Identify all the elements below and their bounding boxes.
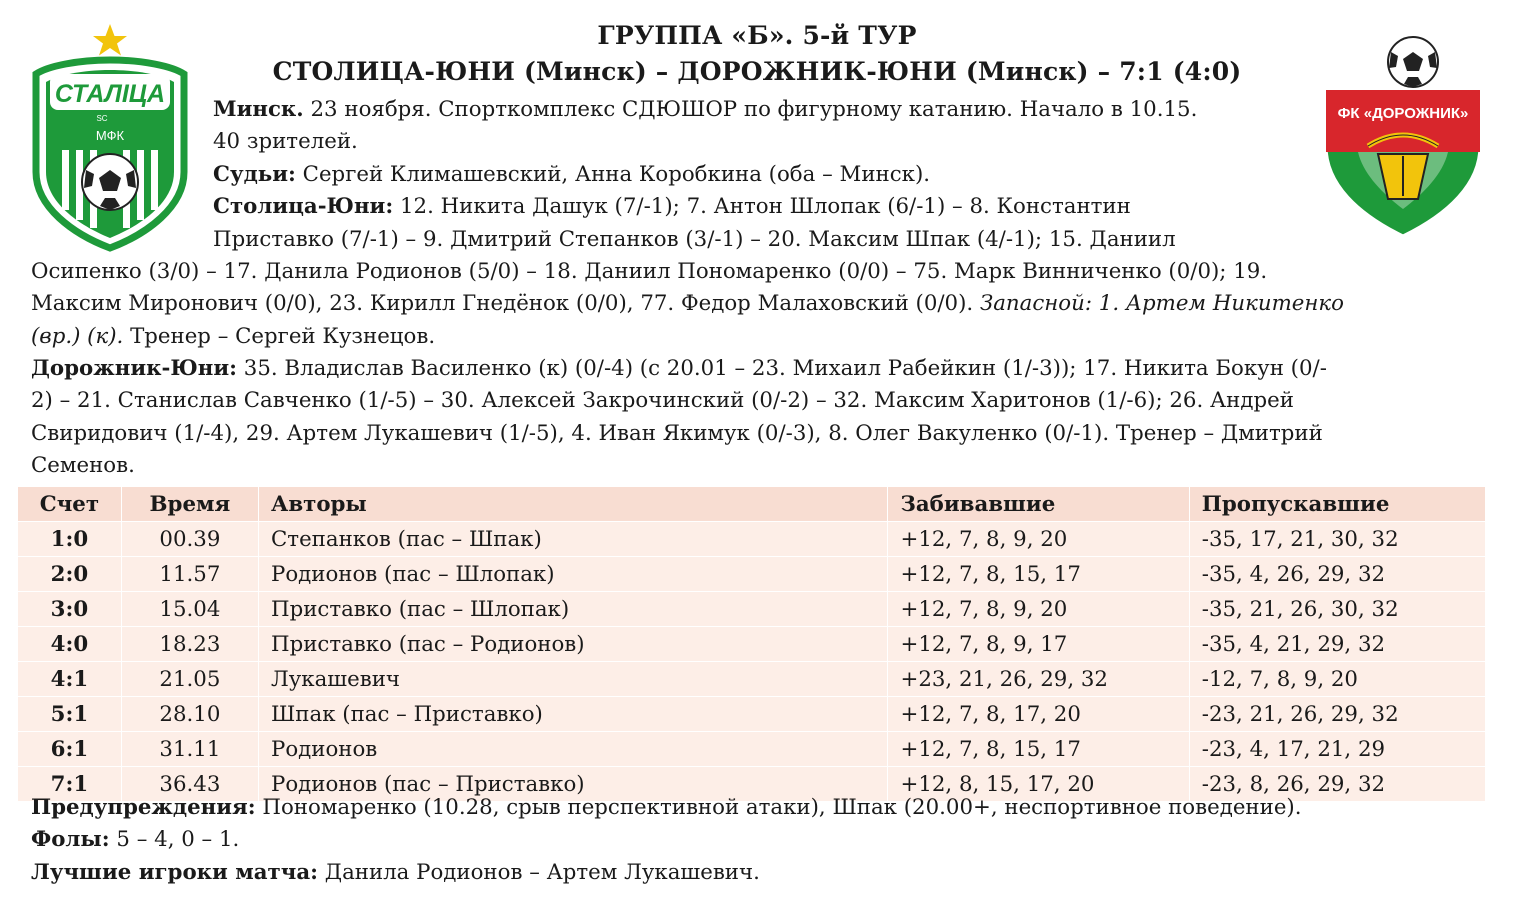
star-icon [93, 24, 127, 56]
title-match: СТОЛИЦА-ЮНИ (Минск) – ДОРОЖНИК-ЮНИ (Минск) – 7:1 (4:0) [272, 57, 1242, 86]
stolica-reserve-b: (вр.) (к). [31, 323, 124, 349]
road-line4: Семенов. [31, 453, 135, 479]
road-line1: 35. Владислав Василенко (к) (0/-4) (с 20.01 – 23. Михаил Рабейкин (1/-3)); 17. Никита Бокун (0/- [237, 356, 1327, 381]
cell-conceded: -35, 4, 21, 29, 32 [1189, 627, 1485, 662]
table-row [18, 592, 1486, 627]
cell-conceded: -35, 4, 26, 29, 32 [1189, 557, 1485, 592]
referees-text: Сергей Климашевский, Анна Коробкина (оба – Минск). [295, 161, 931, 187]
table-row [18, 662, 1486, 697]
cell-score: 5:1 [18, 697, 121, 732]
table-row [18, 732, 1486, 767]
stolica-reserve-a: Запасной: 1. Артем Никитенко [979, 291, 1344, 317]
stolica-logo-text: СТАЛІЦА [54, 80, 166, 108]
cell-conceded: -23, 4, 17, 21, 29 [1189, 732, 1485, 767]
cell-authors: Родионов [259, 732, 888, 767]
cell-authors: Приставко (пас – Родионов) [259, 627, 888, 662]
cell-authors: Шпак (пас – Приставко) [259, 697, 888, 732]
road-line2: 2) – 21. Станислав Савченко (1/-5) – 30. Алексей Закрочинский (0/-2) – 32. Максим Харитонов (1/-6); 26. Андрей [31, 388, 1294, 414]
cell-authors: Родионов (пас – Приставко) [259, 767, 888, 802]
title-round: ГРУППА «Б». 5-й ТУР [597, 21, 917, 50]
dorozhnik-lineup [31, 353, 1327, 483]
header-score: Счет [18, 487, 121, 522]
header-authors: Авторы [259, 487, 888, 522]
match-footer [31, 792, 1302, 889]
cell-scorers: +12, 7, 8, 15, 17 [888, 732, 1189, 767]
cell-conceded: -35, 21, 26, 30, 32 [1189, 592, 1485, 627]
referees-label: Судьи: [213, 161, 296, 187]
table-row [18, 522, 1486, 557]
table-row [18, 557, 1486, 592]
cell-scorers: +12, 7, 8, 17, 20 [888, 697, 1189, 732]
cell-score: 1:0 [18, 522, 121, 557]
dorozhnik-logo [1318, 34, 1488, 240]
cell-time: 11.57 [121, 557, 258, 592]
cell-scorers: +12, 7, 8, 9, 20 [888, 592, 1189, 627]
stolica-lineup-cont [31, 256, 1344, 353]
cell-authors: Приставко (пас – Шлопак) [259, 592, 888, 627]
cell-authors: Родионов (пас – Шлопак) [259, 557, 888, 592]
cell-time: 21.05 [121, 662, 258, 697]
best-players-label: Лучшие игроки матча: [31, 859, 318, 885]
cell-score: 4:1 [18, 662, 121, 697]
cell-scorers: +23, 21, 26, 29, 32 [888, 662, 1189, 697]
cell-scorers: +12, 7, 8, 15, 17 [888, 557, 1189, 592]
cell-authors: Степанков (пас – Шпак) [259, 522, 888, 557]
stolica-logo-sc: SC [96, 114, 108, 123]
cell-time: 15.04 [121, 592, 258, 627]
cell-score: 6:1 [18, 732, 121, 767]
cell-scorers: +12, 7, 8, 9, 20 [888, 522, 1189, 557]
cell-scorers: +12, 8, 15, 17, 20 [888, 767, 1189, 802]
cell-time: 31.11 [121, 732, 258, 767]
goals-table [18, 487, 1486, 802]
cell-score: 7:1 [18, 767, 121, 802]
cell-scorers: +12, 7, 8, 9, 17 [888, 627, 1189, 662]
cell-time: 00.39 [121, 522, 258, 557]
warnings-label: Предупреждения: [31, 795, 256, 820]
header-conceded: Пропускавшие [1189, 487, 1485, 522]
cell-conceded: -35, 17, 21, 30, 32 [1189, 522, 1485, 557]
ball-icon [1388, 37, 1438, 87]
cell-authors: Лукашевич [259, 662, 888, 697]
dorozhnik-logo-text: ФК «ДОРОЖНИК» [1337, 105, 1469, 122]
road-label: Дорожник-Юни: [31, 356, 238, 381]
goals-table-header [18, 487, 1486, 522]
road-line3: Свиридович (1/-4), 29. Артем Лукашевич (1/-5), 4. Иван Якимук (0/-3), 8. Олег Вакуленко (0/-1). Тренер – Дмитрий [31, 420, 1323, 446]
fouls-text: 5 – 4, 0 – 1. [109, 827, 240, 853]
table-row [18, 627, 1486, 662]
warnings-text: Пономаренко (10.28, срыв перспективной атаки), Шпак (20.00+, неспортивное поведение). [255, 795, 1302, 820]
best-players-text: Данила Родионов – Артем Лукашевич. [317, 859, 760, 885]
stolica-line1: 12. Никита Дашук (7/-1); 7. Антон Шлопак (6/-1) – 8. Константин [393, 194, 1131, 220]
cell-score: 3:0 [18, 592, 121, 627]
match-info [213, 94, 1197, 256]
stolica-line2: Приставко (7/-1) – 9. Дмитрий Степанков (3/-1) – 20. Максим Шпак (4/-1); 15. Даниил [213, 226, 1176, 252]
table-row [18, 697, 1486, 732]
place-label: Минск. [213, 97, 304, 122]
cell-score: 2:0 [18, 557, 121, 592]
cell-time: 18.23 [121, 627, 258, 662]
cell-time: 28.10 [121, 697, 258, 732]
ball-icon [82, 154, 138, 210]
header-scorers: Забивавшие [888, 487, 1189, 522]
fouls-label: Фолы: [31, 827, 110, 853]
cell-score: 4:0 [18, 627, 121, 662]
stolica-line3: Осипенко (3/0) – 17. Данила Родионов (5/0) – 18. Даниил Пономаренко (0/0) – 75. Марк Винниченко (0/0); 19. [31, 259, 1268, 284]
cell-conceded: -23, 8, 26, 29, 32 [1189, 767, 1485, 802]
cell-conceded: -12, 7, 8, 9, 20 [1189, 662, 1485, 697]
stolica-coach: Тренер – Сергей Кузнецов. [123, 323, 436, 349]
stolica-logo-sub: МФК [95, 128, 125, 143]
header-time: Время [121, 487, 258, 522]
cell-conceded: -23, 21, 26, 29, 32 [1189, 697, 1485, 732]
stolica-line4: Максим Миронович (0/0), 23. Кирилл Гнедёнок (0/0), 77. Федор Малаховский (0/0). [31, 291, 980, 317]
cell-time: 36.43 [121, 767, 258, 802]
place-text: 23 ноября. Спорткомплекс СДЮШОР по фигурному катанию. Начало в 10.15. [303, 97, 1198, 122]
spectators: 40 зрителей. [213, 129, 358, 155]
stolica-label: Столица-Юни: [213, 194, 394, 220]
stolica-logo [28, 22, 192, 252]
